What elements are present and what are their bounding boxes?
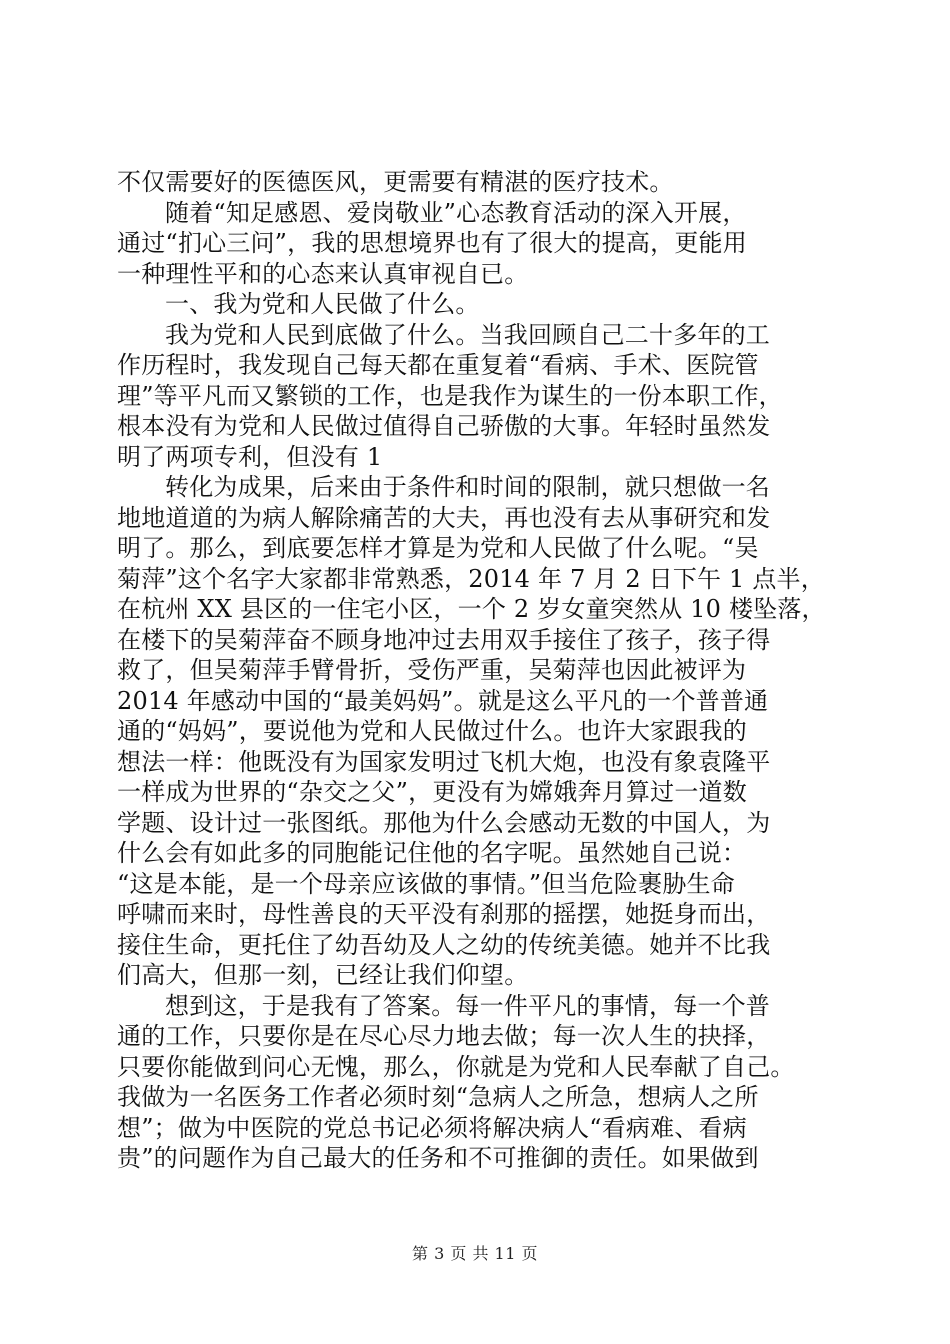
text-line: 我做为一名医务工作者必须时刻“急病人之所急，想病人之所 bbox=[117, 1083, 759, 1111]
text-line: 呼啸而来时，母性善良的天平没有刹那的摇摆，她挺身而出， bbox=[117, 900, 771, 928]
text-line: 转化为成果，后来由于条件和时间的限制，就只想做一名 bbox=[165, 473, 770, 501]
text-line: 明了两项专利，但没有 1 bbox=[117, 442, 383, 471]
text-line: 通过“扪心三问”，我的思想境界也有了很大的提高，更能用 bbox=[117, 229, 747, 257]
page-footer: 第 3 页 共 11 页 bbox=[412, 1244, 538, 1263]
text-line: 明了。那么，到底要怎样才算是为党和人民做了什么呢。“吴 bbox=[117, 534, 759, 562]
text-line: 通的工作，只要你是在尽心尽力地去做；每一次人生的抉择， bbox=[117, 1022, 771, 1050]
text-line: 救了，但吴菊萍手臂骨折，受伤严重，吴菊萍也因此被评为 bbox=[117, 656, 747, 684]
text-line: “这是本能，是一个母亲应该做的事情。”但当危险裹胁生命 bbox=[117, 869, 735, 898]
text-line: 什么会有如此多的同胞能记住他的名字呢。虽然她自己说： bbox=[117, 839, 747, 867]
text-line: 一种理性平和的心态来认真审视自已。 bbox=[117, 259, 529, 288]
text-line: 我为党和人民到底做了什么。当我回顾自己二十多年的工 bbox=[165, 320, 770, 349]
text-line: 接住生命，更托住了幼吾幼及人之幼的传统美德。她并不比我 bbox=[117, 930, 771, 959]
text-line: 随着“知足感恩、爱岗敬业”心态教育活动的深入开展， bbox=[165, 198, 747, 227]
text-line: 根本没有为党和人民做过值得自己骄傲的大事。年轻时虽然发 bbox=[117, 412, 771, 440]
text-line: 想”；做为中医院的党总书记必须将解决病人“看病难、看病 bbox=[117, 1113, 747, 1142]
text-line: 在楼下的吴菊萍奋不顾身地冲过去用双手接住了孩子，孩子得 bbox=[117, 625, 771, 654]
text-line: 2014 年感动中国的“最美妈妈”。就是这么平凡的一个普普通 bbox=[117, 686, 769, 715]
text-line: 地地道道的为病人解除痛苦的大夫，再也没有去从事研究和发 bbox=[117, 503, 771, 532]
text-line: 学题、设计过一张图纸。那他为什么会感动无数的中国人，为 bbox=[117, 808, 771, 837]
text-line: 贵”的问题作为自己最大的任务和不可推御的责任。如果做到 bbox=[117, 1144, 759, 1172]
text-line: 通的“妈妈”，要说他为党和人民做过什么。也许大家跟我的 bbox=[117, 717, 747, 745]
text-line: 不仅需要好的医德医风，更需要有精湛的医疗技术。 bbox=[117, 168, 674, 196]
text-line: 们高大，但那一刻，已经让我们仰望。 bbox=[117, 961, 529, 989]
text-line: 在杭州 XX 县区的一住宅小区，一个 2 岁女童突然从 10 楼坠落， bbox=[117, 595, 826, 623]
text-line: 想到这，于是我有了答案。每一件平凡的事情，每一个普 bbox=[165, 991, 770, 1020]
text-line: 一、我为党和人民做了什么。 bbox=[165, 290, 480, 318]
text-line: 只要你能做到问心无愧，那么，你就是为党和人民奉献了自己。 bbox=[117, 1052, 795, 1081]
text-line: 一样成为世界的“杂交之父”，更没有为嫦娥奔月算过一道数 bbox=[117, 778, 747, 806]
text-line: 菊萍”这个名字大家都非常熟悉，2014 年 7 月 2 日下午 1 点半， bbox=[117, 564, 825, 593]
text-line: 作历程时，我发现自己每天都在重复着“看病、手术、医院管 bbox=[117, 351, 759, 379]
text-line: 想法一样：他既没有为国家发明过飞机大炮，也没有象袁隆平 bbox=[117, 747, 771, 776]
document-body bbox=[117, 167, 837, 1174]
text-line: 理”等平凡而又繁锁的工作，也是我作为谋生的一份本职工作， bbox=[117, 381, 783, 410]
